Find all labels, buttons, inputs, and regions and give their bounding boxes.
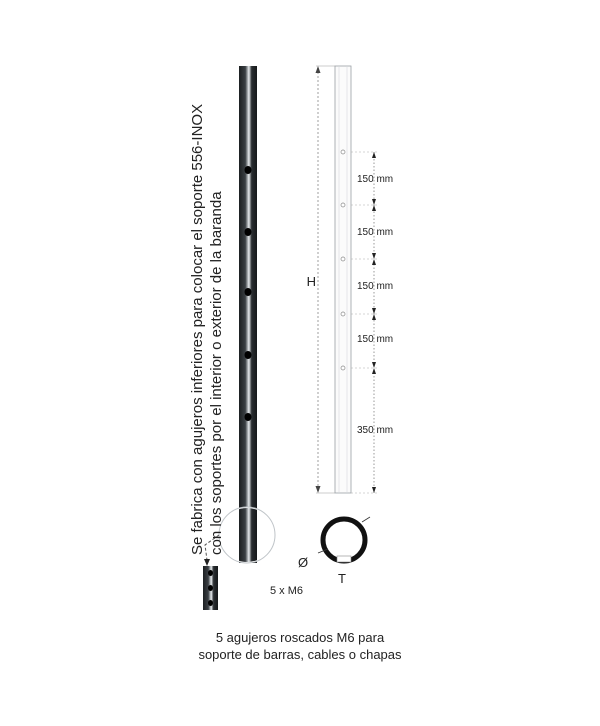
cross-section — [270, 517, 370, 597]
caption — [150, 629, 450, 663]
post-photo — [239, 66, 257, 563]
detail-post — [203, 566, 218, 610]
post-hole — [245, 351, 252, 359]
spacing-label: 150 mm — [357, 281, 394, 292]
post-body — [239, 66, 257, 563]
height-label: H — [306, 274, 316, 289]
thickness-label: T — [338, 571, 346, 586]
post-hole — [245, 228, 252, 236]
detail-hole — [208, 570, 213, 576]
section-slot — [337, 556, 351, 562]
caption-line1: 5 agujeros roscados M6 para — [215, 630, 385, 645]
caption-line2: soporte de barras, cables o chapas — [198, 647, 402, 662]
spacing-label: 150 mm — [357, 174, 394, 185]
side-note-line2: con los soportes por el interior o exterior de la baranda — [208, 191, 225, 555]
spacing-label: 350 mm — [357, 425, 394, 436]
detail-hole — [208, 600, 213, 606]
diameter-label: Ø — [298, 555, 309, 570]
zoom-circle — [219, 500, 275, 570]
detail-hole — [208, 585, 213, 591]
spacing-dimensions — [351, 152, 393, 493]
post-outline — [335, 66, 351, 493]
post-hole — [245, 288, 252, 296]
height-dimension — [307, 66, 335, 493]
post-hole — [245, 166, 252, 174]
side-note — [188, 75, 226, 555]
thread-label: 5 x M6 — [270, 585, 304, 597]
post-hole — [245, 413, 252, 421]
spacing-label: 150 mm — [357, 334, 394, 345]
spacing-label: 150 mm — [357, 227, 394, 238]
side-note-line1: Se fabrica con agujeros inferiores para colocar el soporte 556-INOX — [189, 103, 206, 555]
